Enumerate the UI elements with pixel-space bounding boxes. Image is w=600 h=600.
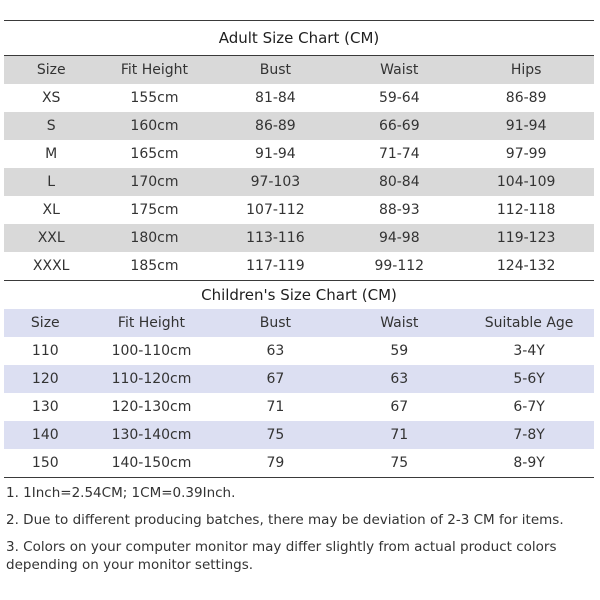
table-row [4,84,594,112]
table-cell: XS [41,90,61,106]
table-cell: 180cm [130,230,179,246]
table-cell: 5-6Y [513,371,545,387]
header-cell: Bust [259,315,292,331]
table-cell: 6-7Y [513,399,545,415]
table-cell: 97-99 [505,146,547,162]
table-cell: 150 [31,455,59,471]
table-cell: 120 [31,371,59,387]
table-cell: M [45,146,58,162]
table-cell: 63 [390,371,409,387]
table-cell: 71-74 [378,146,420,162]
table-cell: 59-64 [378,90,420,106]
table-row [4,224,594,252]
table-cell: 100-110cm [111,343,192,359]
table-cell: 185cm [130,258,179,274]
table-row [4,112,594,140]
table-cell: 140-150cm [111,455,192,471]
adult-chart-container [4,55,594,280]
table-cell: 7-8Y [513,427,545,443]
table-cell: 165cm [130,146,179,162]
table-cell: 88-93 [378,202,420,218]
table-cell: 94-98 [378,230,420,246]
table-cell: 170cm [130,174,179,190]
table-row [4,196,594,224]
table-row [4,252,594,280]
notes-section [4,484,594,574]
note-colors-line-1: 3. Colors on your computer monitor may differ slightly from actual product colors [6,539,557,555]
table-cell: 71 [266,399,285,415]
table-cell: 97-103 [250,174,301,190]
header-cell: Hips [510,62,542,78]
table-cell: 104-109 [496,174,556,190]
header-cell: Bust [259,62,292,78]
table-cell: 86-89 [505,90,547,106]
table-cell: XXXL [32,258,70,274]
table-cell: 67 [390,399,409,415]
note-colors-line-2: depending on your monitor settings. [6,557,254,573]
table-cell: 79 [266,455,285,471]
table-cell: 155cm [130,90,179,106]
header-cell: Waist [380,315,419,331]
table-row [4,393,594,421]
note-colors [6,538,594,574]
table-row [4,421,594,449]
table-cell: XL [42,202,60,218]
table-cell: 81-84 [255,90,296,106]
header-cell: Fit Height [120,62,189,78]
note-conversion: 1. 1Inch=2.54CM; 1CM=0.39Inch. [6,485,236,501]
table-cell: 140 [31,427,59,443]
table-cell: 86-89 [255,118,296,134]
table-cell: 71 [390,427,409,443]
table-cell: 75 [266,427,285,443]
adult-size-table [4,56,594,280]
header-cell: Waist [380,62,419,78]
header-cell: Fit Height [117,315,186,331]
table-cell: 91-94 [505,118,547,134]
table-cell: 8-9Y [513,455,545,471]
table-cell: 113-116 [246,230,305,246]
table-cell: 120-130cm [111,399,192,415]
table-cell: 124-132 [496,258,556,274]
table-cell: 110-120cm [111,371,192,387]
table-cell: 80-84 [378,174,420,190]
note-deviation: 2. Due to different producing batches, there may be deviation of 2-3 CM for items. [6,512,564,528]
table-cell: 130-140cm [111,427,192,443]
children-chart-title: Children's Size Chart (CM) [201,286,397,304]
table-cell: 75 [390,455,409,471]
adult-chart-title: Adult Size Chart (CM) [218,29,380,47]
table-cell: 3-4Y [513,343,545,359]
table-header-row [4,309,594,337]
table-cell: 59 [390,343,409,359]
table-cell: 175cm [130,202,179,218]
table-cell: 110 [31,343,59,359]
bottom-rule [4,477,594,478]
table-cell: 112-118 [496,202,556,218]
size-chart-page [4,20,594,583]
table-cell: L [47,174,56,190]
header-cell: Size [30,315,60,331]
header-cell: Size [36,62,66,78]
header-cell: Suitable Age [484,315,574,331]
table-row [4,365,594,393]
table-row [4,449,594,477]
table-row [4,168,594,196]
table-row [4,337,594,365]
table-cell: 119-123 [496,230,556,246]
table-cell: 130 [31,399,59,415]
table-cell: 160cm [130,118,179,134]
table-cell: 99-112 [374,258,425,274]
table-row [4,140,594,168]
table-cell: 91-94 [255,146,296,162]
table-cell: 117-119 [246,258,305,274]
table-cell: XXL [37,230,65,246]
children-size-table [4,309,594,477]
table-header-row [4,56,594,84]
table-cell: 66-69 [378,118,420,134]
table-cell: S [46,118,56,134]
table-cell: 67 [266,371,285,387]
table-cell: 63 [266,343,285,359]
table-cell: 107-112 [246,202,305,218]
